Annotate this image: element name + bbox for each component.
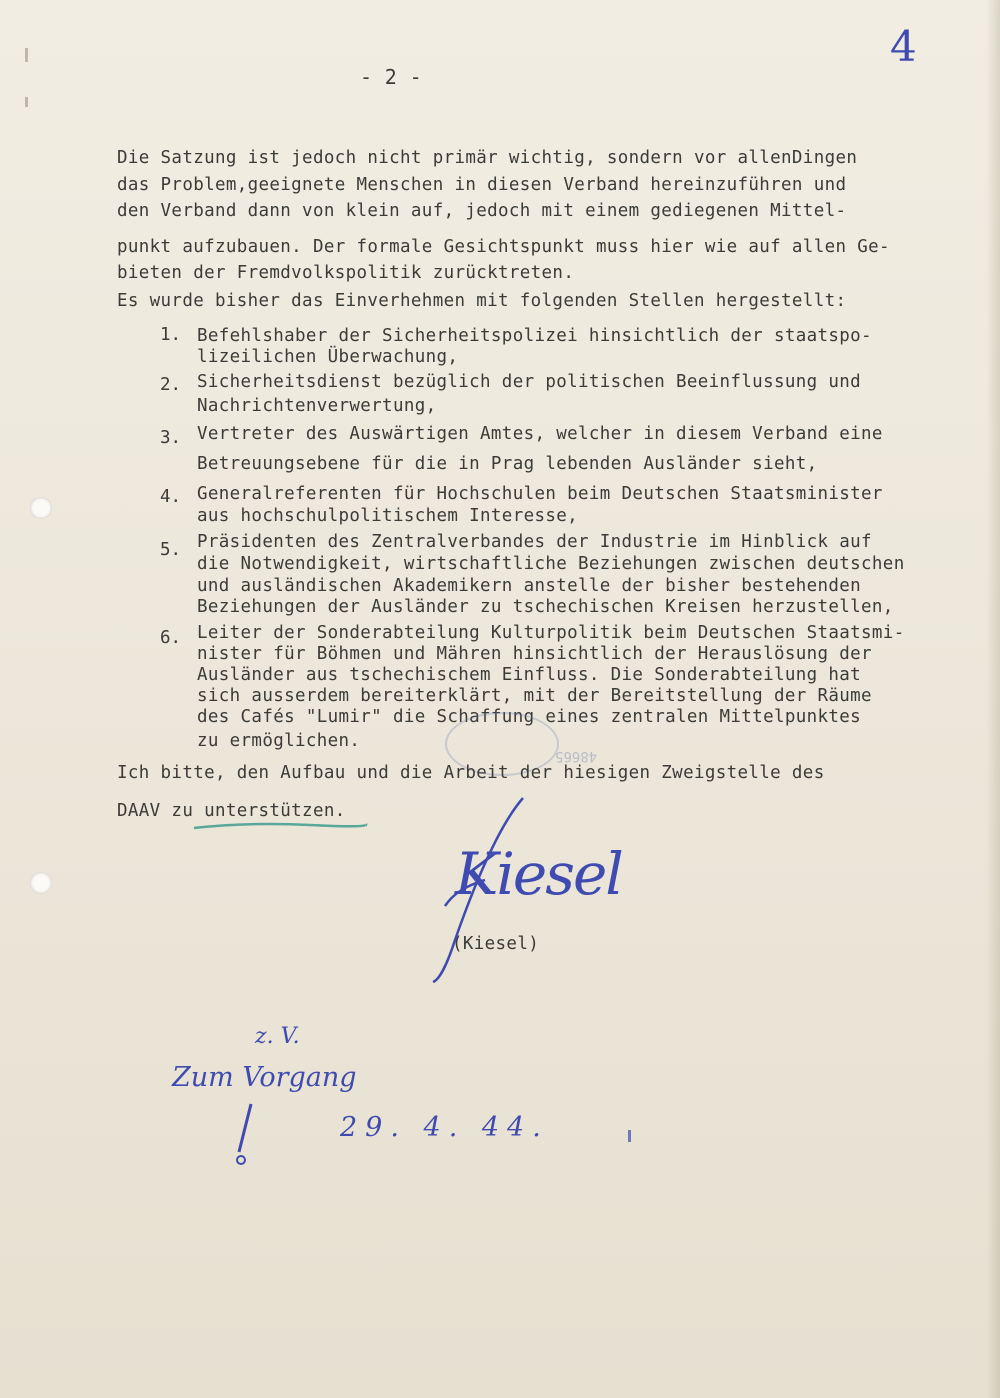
list-number: 2. [160, 375, 182, 395]
list-item-line: Nachrichtenverwertung, [197, 396, 437, 416]
page-number: - 2 - [360, 65, 422, 89]
list-item-line: aus hochschulpolitischem Interesse, [197, 506, 579, 526]
annotation-note: Zum Vorgang [172, 1062, 357, 1093]
list-number: 3. [160, 428, 182, 448]
list-item-line: sich ausserdem bereiterklärt, mit der Bereitstellung der Räume [197, 686, 872, 706]
annotation-abbrev: z. V. [255, 1024, 300, 1049]
handwritten-signature: Kiesel [455, 840, 622, 908]
list-item-line: Ausländer aus tschechischem Einfluss. Die Sonderabteilung hat [197, 665, 862, 685]
list-item-line: Befehlshaber der Sicherheitspolizei hinsichtlich der staatspo- [197, 326, 872, 346]
green-underline [190, 818, 370, 834]
annotation-date: 29. 4. 44. [340, 1112, 549, 1143]
stamp-number: 48665 [555, 748, 598, 764]
folio-number: 4 [890, 22, 917, 71]
list-item-line: Sicherheitsdienst bezüglich der politischen Beeinflussung und [197, 372, 862, 392]
body-line: Die Satzung ist jedoch nicht primär wichtig, sondern vor allenDingen [117, 148, 858, 168]
body-line: bieten der Fremdvolkspolitik zurücktreten. [117, 263, 575, 283]
body-line: punkt aufzubauen. Der formale Gesichtspunkt muss hier wie auf allen Ge- [117, 237, 890, 257]
list-number: 6. [160, 628, 182, 648]
ink-dot [628, 1130, 631, 1142]
list-item-line: und ausländischen Akademikern anstelle der bisher bestehenden [197, 576, 862, 596]
list-item-line: Leiter der Sonderabteilung Kulturpolitik beim Deutschen Staatsmi- [197, 623, 905, 643]
list-item-line: des Cafés "Lumir" die Schaffung eines zentralen Mittelpunktes [197, 707, 862, 727]
list-item-line: Betreuungsebene für die in Prag lebenden Ausländer sieht, [197, 454, 818, 474]
list-item-line: zu ermöglichen. [197, 731, 361, 751]
list-number: 1. [160, 325, 182, 345]
list-item-line: Generalreferenten für Hochschulen beim Deutschen Staatsminister [197, 484, 883, 504]
list-item-line: lizeilichen Überwachung, [197, 347, 459, 367]
punch-hole [30, 872, 52, 894]
signature-stroke [425, 790, 535, 990]
list-item-line: nister für Böhmen und Mähren hinsichtlich der Herauslösung der [197, 644, 872, 664]
margin-mark [25, 97, 28, 107]
body-line: den Verband dann von klein auf, jedoch mit einem gediegenen Mittel- [117, 201, 847, 221]
list-item-line: Beziehungen der Ausländer zu tschechischen Kreisen herzustellen, [197, 597, 894, 617]
punch-hole [30, 497, 52, 519]
list-number: 4. [160, 487, 182, 507]
paper-edge-shadow [986, 0, 1000, 1398]
list-intro: Es wurde bisher das Einverhehmen mit folgenden Stellen hergestellt: [117, 291, 847, 311]
list-number: 5. [160, 540, 182, 560]
body-line: das Problem,geeignete Menschen in diesen Verband hereinzuführen und [117, 175, 847, 195]
signatory-name: (Kiesel) [452, 934, 540, 954]
closing-line: DAAV zu unterstützen. [117, 801, 346, 821]
list-item-line: die Notwendigkeit, wirtschaftliche Beziehungen zwischen deutschen [197, 554, 905, 574]
margin-mark [25, 48, 28, 62]
list-item-line: Vertreter des Auswärtigen Amtes, welcher in diesem Verband eine [197, 424, 883, 444]
annotation-mark [225, 1100, 265, 1170]
closing-line: Ich bitte, den Aufbau und die Arbeit der hiesigen Zweigstelle des [117, 763, 825, 783]
list-item-line: Präsidenten des Zentralverbandes der Industrie im Hinblick auf [197, 532, 872, 552]
